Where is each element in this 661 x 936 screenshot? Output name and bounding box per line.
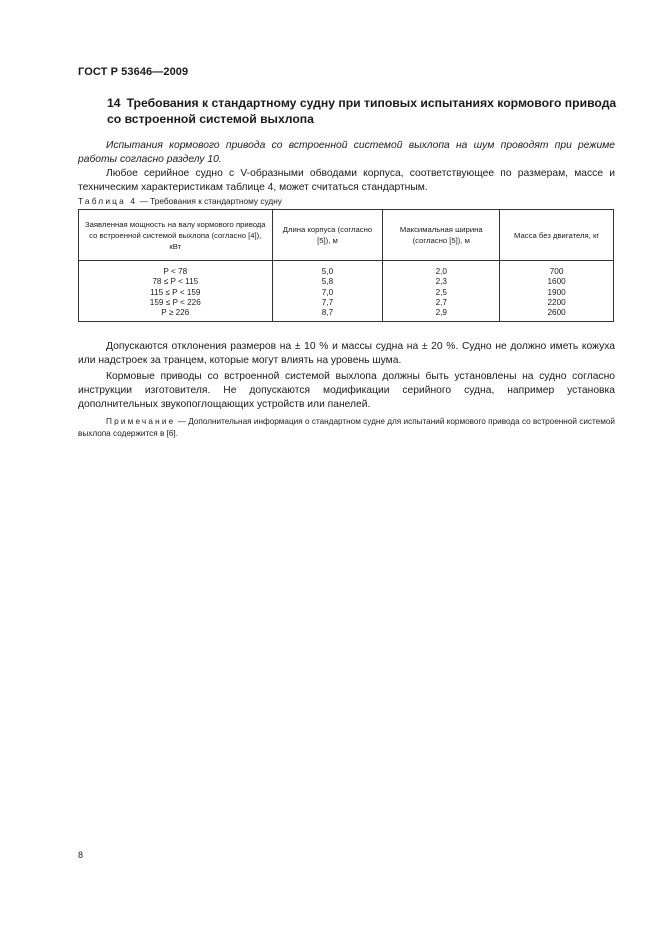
cell-width: 2,5 bbox=[435, 287, 447, 297]
cell-power: 78 ≤ P < 115 bbox=[152, 277, 199, 287]
section-number: 14 bbox=[107, 96, 121, 110]
table-header-row bbox=[79, 210, 614, 261]
cell-length: 5,8 bbox=[321, 277, 334, 287]
table-caption-label: Таблица 4 bbox=[78, 196, 138, 206]
cell-mass: 2200 bbox=[547, 297, 566, 307]
tolerance-text: Допускаются отклонения размеров на ± 10 % и массы судна на ± 20 %. Судно не должно иметь кожуха или надстроек за транцем, которые могут влиять на уровень шума. bbox=[78, 341, 615, 367]
cell-mass: 1600 bbox=[547, 277, 566, 287]
cell-length: 5,0 bbox=[321, 267, 334, 276]
section-title: Требования к стандартному судну при типовых испытаниях кормового привода со встроенной системой выхлопа bbox=[107, 96, 617, 126]
table-caption-text: — Требования к стандартному судну bbox=[137, 196, 282, 206]
column-power bbox=[79, 261, 273, 322]
intro-italic-text: Испытания кормового привода со встроенной системой выхлопа на шум проводят при режиме работы согласно разделу 10. bbox=[78, 140, 615, 166]
note-text: — Дополнительная информация о стандартном судне для испытаний кормового привода со встроенной системой выхлопа содержится в [6]. bbox=[78, 417, 615, 438]
section-heading bbox=[107, 95, 627, 127]
cell-power: 115 ≤ P < 159 bbox=[150, 287, 201, 297]
table-caption bbox=[78, 196, 282, 206]
installation-text: Кормовые приводы со встроенной системой выхлопа должны быть установлены на судно согласно инструкции изготовителя. Не допускаются модификации серийного судна, например установка дополнительных звукопоглощающих устройств или панелей. bbox=[78, 371, 615, 411]
page-number: 8 bbox=[78, 850, 84, 860]
intro-paragraph bbox=[78, 167, 615, 195]
column-length bbox=[272, 261, 383, 322]
cell-width: 2,3 bbox=[435, 277, 447, 287]
header-width: Максимальная ширина (согласно [5]), м bbox=[383, 210, 500, 261]
column-width bbox=[383, 261, 500, 322]
header-mass: Масса без двигателя, кг bbox=[500, 210, 614, 261]
tolerance-paragraph bbox=[78, 340, 615, 368]
cell-power: P ≥ 226 bbox=[161, 308, 190, 318]
requirements-table bbox=[78, 209, 614, 322]
cell-width: 2,9 bbox=[435, 308, 447, 318]
table-body-row bbox=[79, 261, 614, 322]
cell-width: 2,0 bbox=[435, 267, 447, 276]
intro-italic-paragraph bbox=[78, 139, 615, 167]
cell-mass: 2600 bbox=[547, 308, 566, 318]
cell-length: 7,7 bbox=[321, 297, 334, 307]
cell-mass: 700 bbox=[549, 267, 564, 276]
header-power: Заявленная мощность на валу кормового привода со встроенной системой выхлопа (согласно [4]), кВт bbox=[79, 210, 273, 261]
cell-width: 2,7 bbox=[435, 297, 447, 307]
installation-paragraph bbox=[78, 370, 615, 413]
cell-mass: 1900 bbox=[547, 287, 566, 297]
document-code: ГОСТ Р 53646—2009 bbox=[78, 66, 189, 78]
cell-length: 7,0 bbox=[321, 287, 334, 297]
cell-power: P < 78 bbox=[163, 267, 188, 276]
header-length: Длина корпуса (согласно [5]), м bbox=[272, 210, 383, 261]
cell-length: 8,7 bbox=[321, 308, 334, 318]
intro-text: Любое серийное судно с V-образными обводами корпуса, соответствующее по размерам, массе и техническим характеристикам таблице 4, может считаться стандартным. bbox=[78, 168, 615, 194]
note-label: Примечание bbox=[106, 417, 176, 426]
cell-power: 159 ≤ P < 226 bbox=[149, 297, 201, 307]
note bbox=[78, 416, 615, 440]
column-mass bbox=[500, 261, 614, 322]
